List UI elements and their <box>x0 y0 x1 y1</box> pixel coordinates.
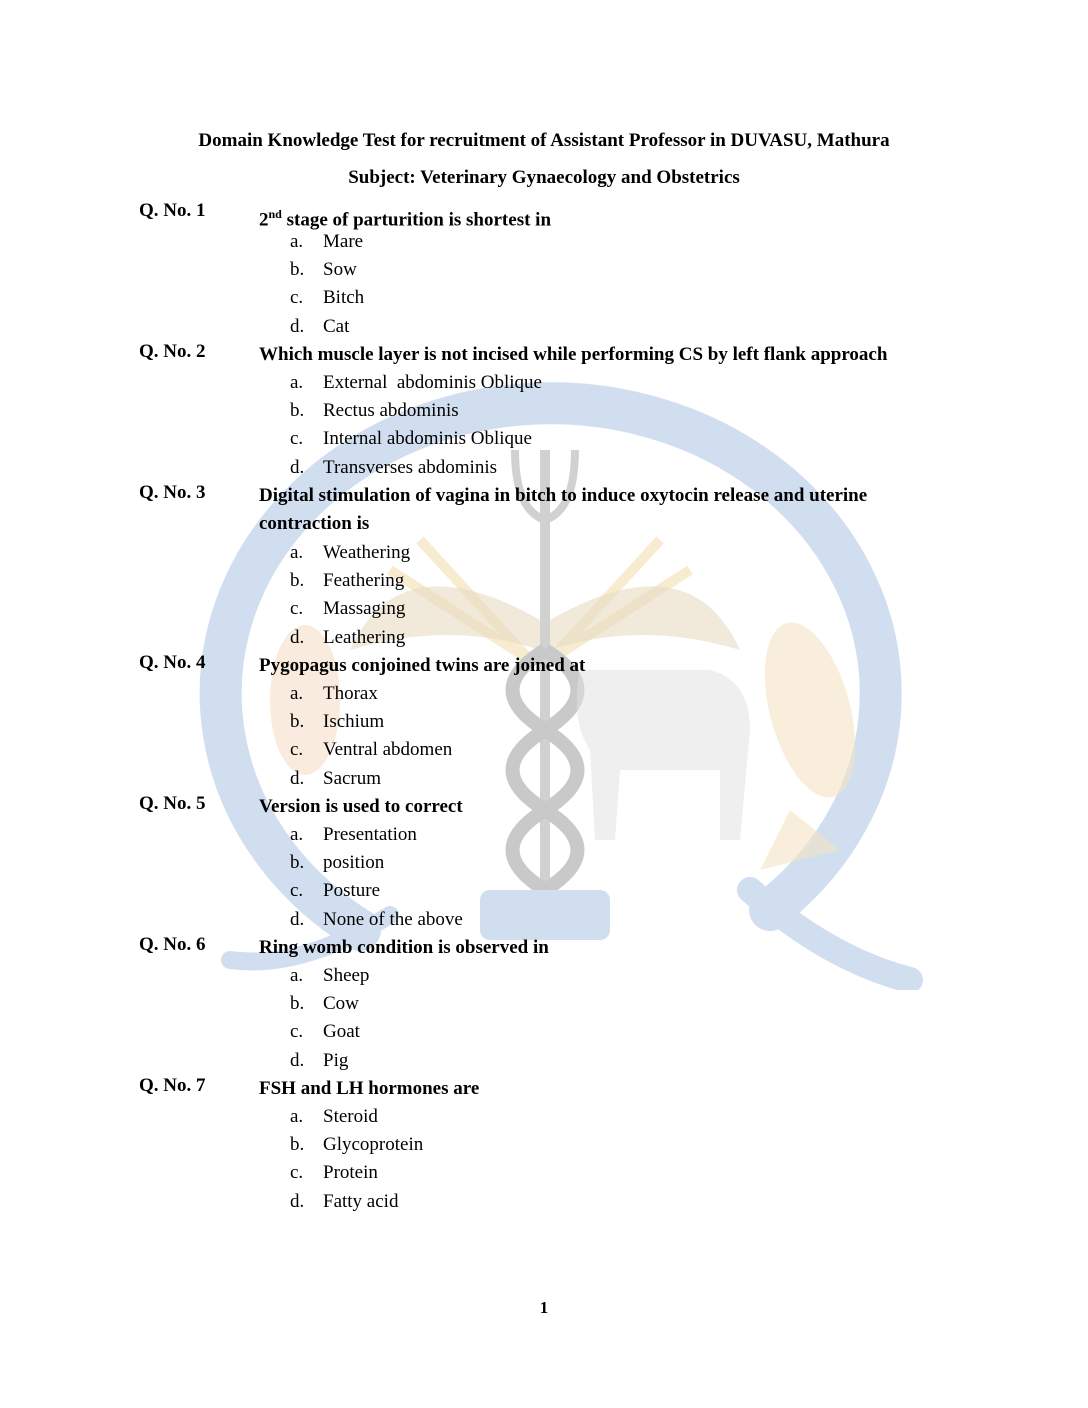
option-c: c. Massaging <box>290 598 406 620</box>
option-c: c. Goat <box>290 1021 360 1043</box>
question-text: Which muscle layer is not incised while performing CS by left flank approach <box>259 344 888 365</box>
option-b: b. Glycoprotein <box>290 1134 424 1156</box>
option-a: a. Thorax <box>290 683 378 704</box>
document-title: Domain Knowledge Test for recruitment of Assistant Professor in DUVASU, Mathura <box>198 130 890 151</box>
option-a: a. Mare <box>290 231 364 252</box>
option-list <box>290 680 452 793</box>
option-d: d. None of the above <box>290 908 463 930</box>
option-list <box>290 821 463 934</box>
option-d: d. Cat <box>290 315 350 337</box>
option-c: c. Posture <box>290 880 380 902</box>
option-b: b. Rectus abdominis <box>290 400 459 422</box>
option-a: a. External abdominis Oblique <box>290 372 542 393</box>
question-number: Q. No. 1 <box>139 200 206 221</box>
question-text: 2nd stage of parturition is shortest in <box>259 207 552 231</box>
option-d: d. Leathering <box>290 626 406 648</box>
university-seal-watermark-icon <box>150 370 940 990</box>
option-b: b. Feathering <box>290 570 405 592</box>
option-b: b. position <box>290 852 385 874</box>
option-b: b. Sow <box>290 259 357 281</box>
option-a: a. Sheep <box>290 965 370 986</box>
option-d: d. Sacrum <box>290 767 382 789</box>
option-d: d. Fatty acid <box>290 1190 399 1212</box>
page-number: 1 <box>539 1298 549 1317</box>
option-b: b. Ischium <box>290 711 385 733</box>
question-text: Version is used to correct <box>259 796 463 817</box>
option-list <box>290 539 410 652</box>
question-text: Pygopagus conjoined twins are joined at <box>259 655 586 676</box>
question-text: Ring womb condition is observed in <box>259 937 549 958</box>
question-number: Q. No. 5 <box>139 793 206 814</box>
option-d: d. Pig <box>290 1049 349 1071</box>
option-b: b. Cow <box>290 993 359 1015</box>
option-a: a. Steroid <box>290 1106 378 1127</box>
question-number: Q. No. 2 <box>139 341 206 362</box>
option-list <box>290 962 369 1075</box>
question-text: Digital stimulation of vagina in bitch to induce oxytocin release and uterine contraction is <box>259 485 868 534</box>
question-number: Q. No. 7 <box>139 1075 206 1096</box>
question-number: Q. No. 6 <box>139 934 206 955</box>
option-c: c. Protein <box>290 1162 378 1184</box>
option-d: d. Transverses abdominis <box>290 456 497 478</box>
option-a: a. Presentation <box>290 824 417 845</box>
question-number: Q. No. 3 <box>139 482 206 503</box>
option-list <box>290 1103 423 1216</box>
option-list <box>290 228 364 341</box>
option-c: c. Ventral abdomen <box>290 739 453 761</box>
option-a: a. Weathering <box>290 542 411 563</box>
question-number: Q. No. 4 <box>139 652 206 673</box>
option-c: c. Internal abdominis Oblique <box>290 428 532 450</box>
question-text: FSH and LH hormones are <box>259 1078 480 1099</box>
option-c: c. Bitch <box>290 287 365 309</box>
option-list <box>290 369 542 482</box>
subject-heading: Subject: Veterinary Gynaecology and Obstetrics <box>348 167 740 188</box>
